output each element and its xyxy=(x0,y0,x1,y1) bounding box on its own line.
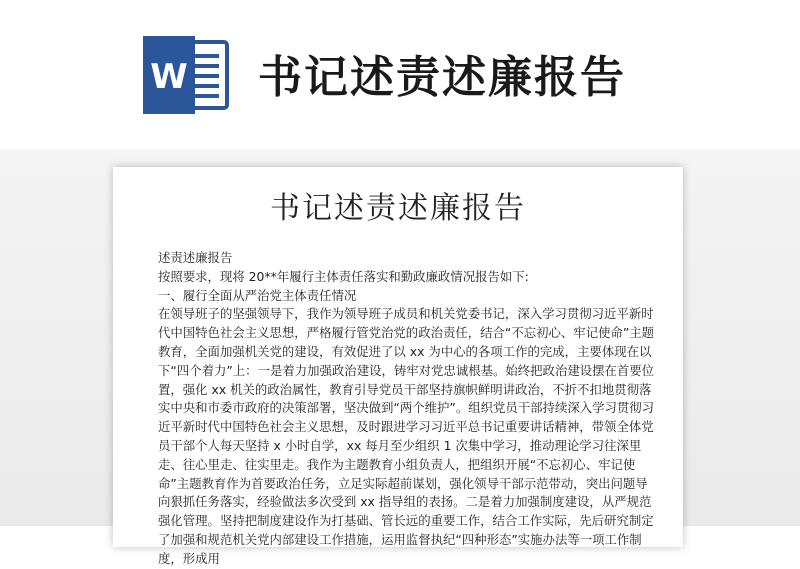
word-document-icon xyxy=(143,36,231,114)
banner-title: 书记述责述廉报告 xyxy=(258,52,626,103)
document-page xyxy=(113,167,683,566)
doc-paragraph: 述责述廉报告 xyxy=(158,250,233,265)
document-title: 书记述责述廉报告 xyxy=(270,191,526,226)
doc-paragraph: 在领导班子的坚强领导下，我作为领导班子成员和机关党委书记，深入学习贯彻习近平新时代中国特色社会主义思想，严格履行管党治党的政治责任，结合“不忘初心、牢记使命”主题教育，全面加强机关党的建设，有效促进了以 xx 为中心的各项工作的完成，主要体现在以下“四个着力”上：一是着力加强政治建设，铸牢对党忠诚根基。始终把政治建设摆在首要位置，强化 xx 机关的政治属性，教育引导党员干部坚持旗帜鲜明讲政治，不折不扣地贯彻落实中央和市委市政府的决策部署，坚决做到“两个维护”。组织党员干部持续深入学习贯彻习近平新时代中国特色社会主义思想，及时跟进学习习近平总书记重要讲话精神，带领全体党员干部个人每天坚持 x 小时自学，xx 每月至少组织 1 次集中学习，推动理论学习往深里走、往心里走、往实里走。我作为主题教育小组负责人，把组织开展“不忘初心、牢记使命”主题教育作为首要政治任务，立足实际超前谋划，强化领导干部示范带动，突出问题导向狠抓任务落实，经验做法多次受到 xx 指导组的表扬。二是着力加强制度建设，从严规范强化管理。坚持把制度建设作为打基础、管长远的重要工作，结合工作实际，先后研究制定了加强和规范机关党内部建设工作措施，运用监督执纪“四种形态”实施办法等一项工作制度，形成用 xyxy=(158,306,655,566)
banner xyxy=(0,0,800,160)
doc-paragraph: 一、履行全面从严治党主体责任情况 xyxy=(158,287,357,303)
word-icon-letter: W xyxy=(150,57,188,97)
doc-paragraph: 按照要求，现将 20**年履行主体责任落实和勤政廉政情况报告如下: xyxy=(158,268,529,284)
document-body xyxy=(158,249,658,569)
